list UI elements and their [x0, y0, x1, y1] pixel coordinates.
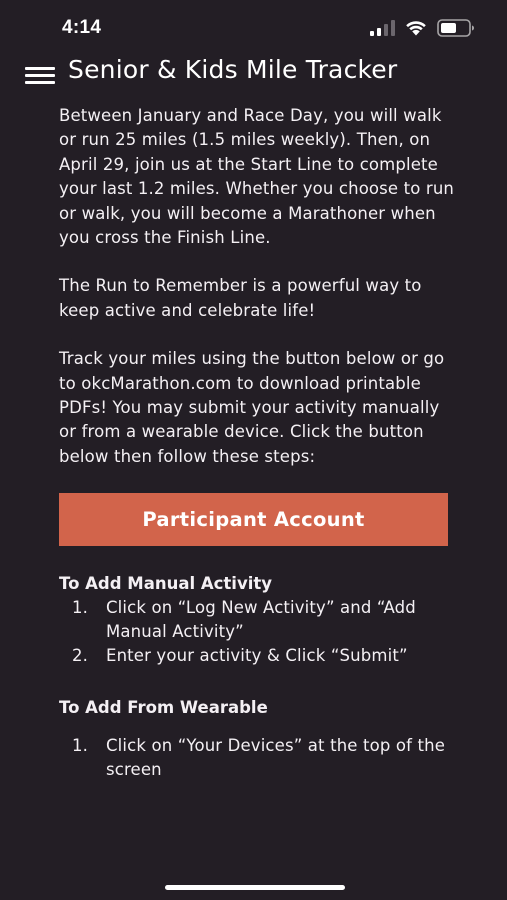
participant-account-button[interactable]: Participant Account: [59, 493, 448, 546]
list-item: [59, 596, 459, 644]
step-text: Enter your activity & Click “Submit”: [106, 646, 408, 666]
step-number: 1.: [72, 736, 89, 756]
manual-activity-heading: To Add Manual Activity: [59, 574, 273, 594]
app-header: [0, 52, 507, 94]
wifi-icon: [404, 18, 428, 36]
wearable-heading: To Add From Wearable: [59, 698, 268, 718]
list-item: [59, 644, 459, 668]
manual-activity-steps: [59, 596, 459, 668]
intro-paragraph: Between January and Race Day, you will walk or run 25 miles (1.5 miles weekly). Then, on April 29, join us at the Start Line to complete your last 1.2 miles. Whether you choose to run or walk, you will become a Marathoner when you cross the Finish Line.: [59, 106, 455, 248]
hamburger-menu-icon[interactable]: [25, 65, 57, 85]
step-text: Click on “Log New Activity” and “Add Manual Activity”: [106, 598, 416, 642]
status-time: 4:14: [62, 17, 102, 38]
wearable-steps: [59, 734, 459, 782]
run-to-remember-paragraph: The Run to Remember is a powerful way to keep active and celebrate life!: [59, 276, 422, 320]
list-item: [59, 734, 459, 782]
track-miles-paragraph: Track your miles using the button below or go to okcMarathon.com to download printable PDFs! You may submit your activity manually or from a wearable device. Click the button below then follow these steps:: [59, 349, 445, 466]
step-text: Click on “Your Devices” at the top of the screen: [106, 736, 446, 780]
status-bar: [0, 0, 507, 52]
battery-icon: [437, 19, 475, 37]
page-title: Senior & Kids Mile Tracker: [68, 55, 398, 84]
step-number: 1.: [72, 598, 89, 618]
step-number: 2.: [72, 646, 89, 666]
home-indicator[interactable]: [165, 885, 345, 890]
cellular-signal-icon: [370, 20, 396, 36]
main-content: [59, 104, 459, 782]
